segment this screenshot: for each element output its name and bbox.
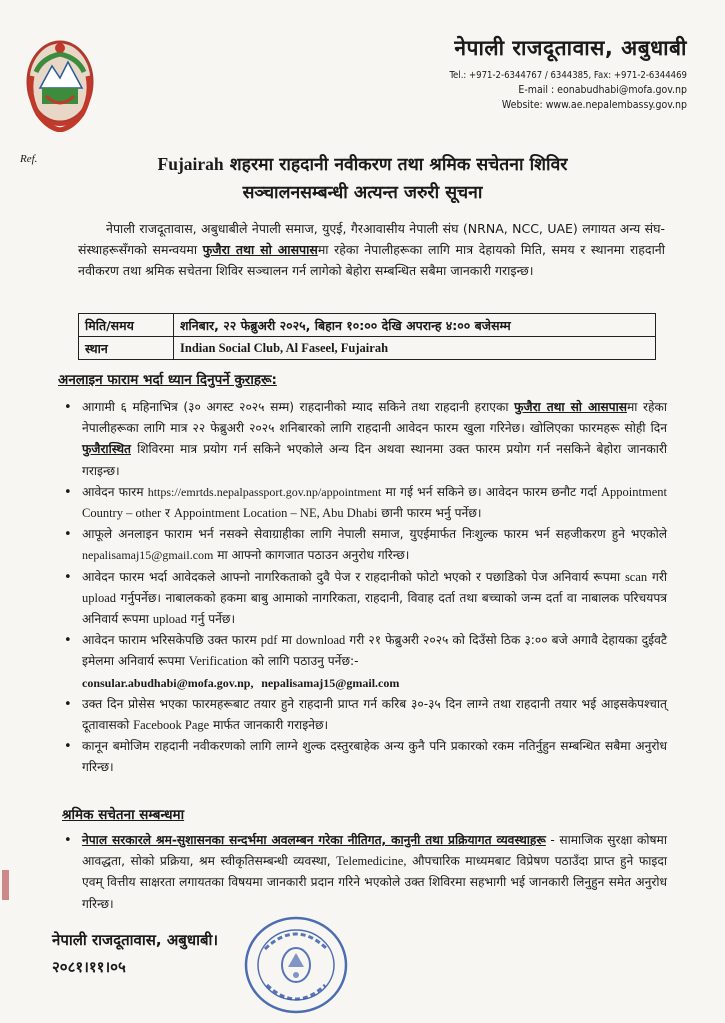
- labour-info-list: [62, 830, 667, 915]
- venue-value: Indian Social Club, Al Faseel, Fujairah: [174, 337, 656, 360]
- email-line: E-mail : eonabudhabi@mofa.gov.np: [518, 84, 687, 96]
- website-line: Website: www.ae.nepalembassy.gov.np: [501, 99, 687, 111]
- samaj-email-link-2[interactable]: nepalisamaj15@gmail.com: [261, 675, 400, 690]
- online-instructions-list: [62, 397, 667, 779]
- venue-label: स्थान: [79, 337, 174, 360]
- consular-email-link[interactable]: consular.abudhabi@mofa.gov.np,: [82, 675, 254, 690]
- table-row: [79, 337, 656, 360]
- list-item: • आवेदन फाराम भरिसकेपछि उक्त फारम pdf मा download गरी २१ फेब्रुअरी २०२५ को दिउँसो ठिक ३:०० बजे अगावै देहायका दुईवटै इमेलमा अनिवार्य रूपमा Verification को लागि पठाउनु पर्नेछ:- consular.abudhabi@mofa.gov.np, nepalisamaj15@gmail.com: [64, 633, 667, 690]
- date-label: मिति/समय: [79, 314, 174, 337]
- letterhead: [449, 34, 687, 113]
- title-line2: सञ्चालनसम्बन्धी अत्यन्त जरुरी सूचना: [242, 183, 483, 203]
- list-item: • आवेदन फारम https://emrtds.nepalpassport.gov.np/appointment मा गई भर्न सकिने छ। आवेदन फारम छनौट गर्दा Appointment Country – other र Appointment Location – NE, Abu Dhabi छानी फारम भर्नु पर्नेछ।: [64, 484, 667, 521]
- embassy-seal-stamp: [243, 915, 349, 1015]
- scan-edge-mark: [2, 870, 9, 900]
- intro-text-2: मा रहेका नेपालीहरूका लागि मात्र देहायको मिति, समय र स्थानमा राहदानी नवीकरण तथा श्रमिक सचेतना शिविर सञ्चालन गर्न लागेको बेहोरा सम्बन्धित सबैमा जानकारी गराइन्छ।: [78, 242, 665, 278]
- list-item: • आगामी ६ महिनाभित्र (३० अगस्ट २०२५ सम्म) राहदानीको म्याद सकिने तथा राहदानी हराएका फुजैरा तथा सो आसपासमा रहेका नेपालीहरूका लागि मात्र २२ फेब्रुअरी २०२५ शनिबारको लागि राहदानी आवेदन फारम खुला गरिनेछ। खोलिएका फारमहरू सोही दिन फुजैरास्थित शिविरमा मात्र प्रयोग गर्न सकिने भएकोले अन्य दिन अथवा स्थानमा उक्त फारम प्रयोग गर्न नसकिने बेहोरा जानकारी गराइन्छ।: [64, 400, 668, 478]
- signature-date: २०८१।११।०५: [52, 958, 126, 976]
- embassy-name: नेपाली राजदूतावास, अबुधाबी: [454, 36, 687, 60]
- notice-title: [0, 150, 725, 207]
- tel-fax: Tel.: +971-2-6344767 / 6344385, Fax: +971-2-6344469: [449, 70, 687, 81]
- list-item: • उक्त दिन प्रोसेस भएका फारमहरूबाट तयार हुने राहदानी प्राप्त गर्न करिब ३०-३५ दिन लाग्ने तथा राहदानी तयार भई आइसकेपश्चात् दूतावासको Facebook Page मार्फत जानकारी गराइनेछ।: [64, 696, 667, 733]
- title-rest: शहरमा राहदानी नवीकरण तथा श्रमिक सचेतना शिविर: [223, 155, 568, 175]
- online-section-heading: अनलाइन फाराम भर्दा ध्यान दिनुपर्ने कुराहरू:: [58, 372, 277, 388]
- signature-name: नेपाली राजदूतावास, अबुधाबी।: [52, 931, 219, 949]
- title-latin: Fujairah: [157, 154, 224, 174]
- nepal-emblem-icon: [24, 36, 96, 132]
- signature-block: [52, 927, 218, 981]
- intro-paragraph: [78, 218, 665, 281]
- list-item: • आफूले अनलाइन फाराम भर्न नसक्ने सेवाग्राहीका लागि नेपाली समाज, युएईमार्फत निःशुल्क फारम भर्न सहजीकरण हुने भएकोले nepalisamaj15@gmail.com मा आफ्नो कागजात पठाउन अनुरोध गरिन्छ।: [64, 527, 667, 563]
- list-item: • कानून बमोजिम राहदानी नवीकरणको लागि लाग्ने शुल्क दस्तुरबाहेक अन्य कुनै पनि प्रकारको रकम नतिर्नुहुन सम्बन्धित सबैमा अनुरोध गरिन्छ।: [64, 739, 667, 775]
- intro-underlined: फुजैरा तथा सो आसपास: [202, 242, 318, 257]
- labour-section-heading: श्रमिक सचेतना सम्बन्धमा: [62, 807, 185, 823]
- event-table: [78, 313, 656, 360]
- appointment-link[interactable]: https://emrtds.nepalpassport.gov.np/appointment: [147, 484, 382, 499]
- date-value: शनिबार, २२ फेब्रुअरी २०२५, बिहान १०:०० देखि अपरान्ह ४:०० बजेसम्म: [174, 314, 656, 337]
- intro-text-1: नेपाली राजदूतावास, अबुधाबीले नेपाली समाज, युएई, गैरआवासीय नेपाली संघ (NRNA, NCC, UAE) लगायत अन्य संघ-संस्थाहरूसँगको समन्वयमा: [78, 221, 665, 257]
- ref-label: Ref.: [20, 153, 38, 165]
- table-row: [79, 314, 656, 337]
- samaj-email-link[interactable]: nepalisamaj15@gmail.com: [82, 548, 214, 563]
- list-item: • आवेदन फारम भर्दा आवेदकले आफ्नो नागरिकताको दुवै पेज र राहदानीको फोटो भएको र पछाडिको पेज अनिवार्य रूपमा scan गरी upload गर्नुपर्नेछ। नाबालकको हकमा बाबु आमाको नागरिकता, राहदानी, विवाह दर्ता तथा बच्चाको जन्म दर्ता वा नाबालक परिचयपत्र अनिवार्य रूपमा upload गर्नु पर्नेछ।: [64, 569, 667, 627]
- list-item: • नेपाल सरकारले श्रम-सुशासनका सन्दर्भमा अवलम्बन गरेका नीतिगत, कानुनी तथा प्रक्रियागत व्यवस्थाहरू - सामाजिक सुरक्षा कोषमा आवद्धता, सोको प्रक्रिया, श्रम स्वीकृतिसम्बन्धी व्यवस्था, Telemedicine, औपचारिक माध्यमबाट विप्रेषण पठाउँदा प्राप्त हुने फाइदा एवम् वित्तीय साक्षरता लगायतका विषयमा जानकारी प्रदान गरिने भएकोले उक्त शिविरमा सहभागी भई जानकारी लिनुहुन समेत अनुरोध गरिन्छ।: [64, 833, 667, 911]
